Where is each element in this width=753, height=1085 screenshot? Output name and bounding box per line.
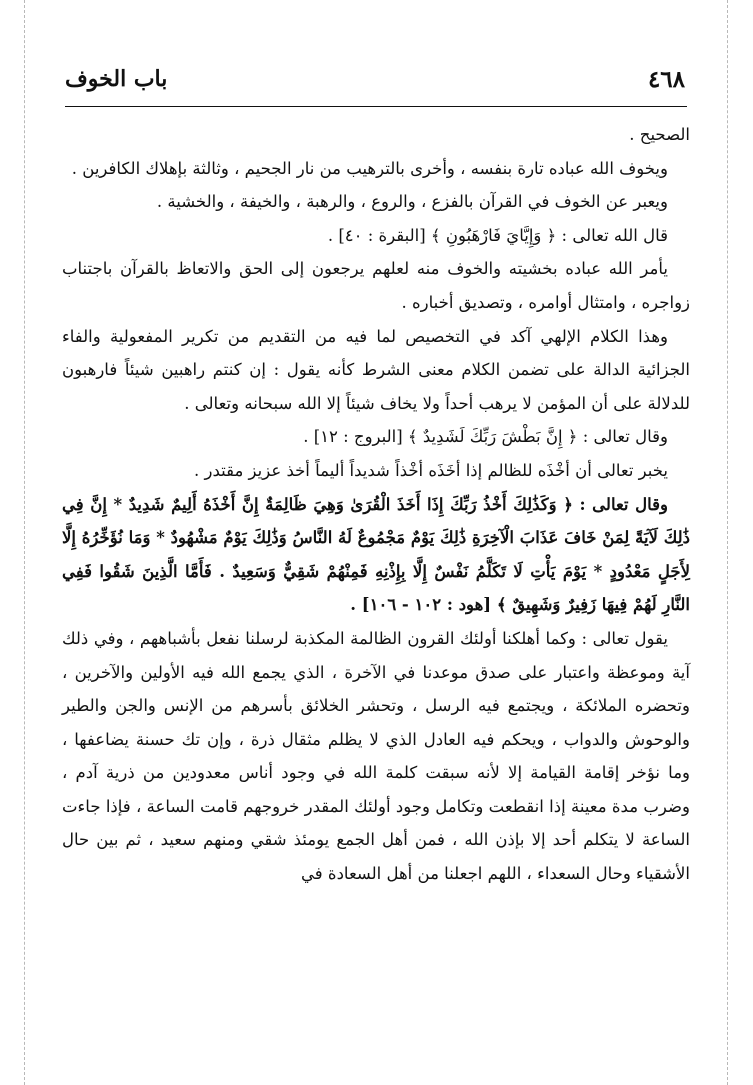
quran-citation: وقال تعالى : ﴿ وَكَذَٰلِكَ أَخْذُ رَبِّكَ إِذَا أَخَذَ الْقُرَىٰ وَهِيَ ظَالِمَةٌ إِنَّ أَخْذَهُ أَلِيمٌ شَدِيدٌ * إِنَّ فِي ذَٰلِكَ لَآيَةً لِمَنْ خَافَ عَذَابَ الْآخِرَةِ ذَٰلِكَ يَوْمٌ مَجْمُوعٌ لَهُ النَّاسُ وَذَٰلِكَ يَوْمٌ مَشْهُودٌ * وَمَا نُؤَخِّرُهُ إِلَّا لِأَجَلٍ مَعْدُودٍ * يَوْمَ يَأْتِ لَا تَكَلَّمُ نَفْسٌ إِلَّا بِإِذْنِهِ فَمِنْهُمْ شَقِيٌّ وَسَعِيدٌ . فَأَمَّا الَّذِينَ شَقُوا فَفِي النَّارِ لَهُمْ فِيهَا زَفِيرٌ وَشَهِيقٌ ﴾ [هود : ١٠٢ - ١٠٦] .	[62, 494, 690, 615]
paragraph: ويخوف الله عباده تارة بنفسه ، وأخرى بالترهيب من نار الجحيم ، وثالثة بإهلاك الكافرين .	[71, 158, 668, 178]
paragraph: يأمر الله عباده بخشيته والخوف منه لعلهم يرجعون إلى الحق والاتعاظ بالقرآن باجتناب زواجره ، وامتثال أوامره ، وتصديق أخباره .	[62, 259, 690, 312]
body-text	[62, 118, 690, 891]
running-title: باب الخوف	[65, 66, 168, 92]
page-number: ٤٦٨	[647, 66, 685, 93]
paragraph: يخبر تعالى أن أخْذَه للظالم إذا أخَذَه أخْذاً شديداً أليماً أخذ عزيز مقتدر .	[194, 460, 668, 480]
paragraph: الصحيح .	[629, 125, 690, 144]
page-header	[65, 66, 685, 106]
paragraph: وهذا الكلام الإلهي آكد في التخصيص لما فيه من التقديم من تكرير المفعولية والفاء الجزائية الدالة على تضمن الكلام معنى الشرط كأنه يقول : إن كنتم راهبين شيئاً فارهبون للدلالة على أن المؤمن لا يرهب أحداً ولا يخاف شيئاً إلا الله سبحانه وتعالى .	[62, 326, 690, 413]
paragraph: ويعبر عن الخوف في القرآن بالفزع ، والروع ، والرهبة ، والخيفة ، والخشية .	[156, 192, 668, 212]
quran-citation: قال الله تعالى : ﴿ وَإِيَّايَ فَارْهَبُونِ ﴾ [البقرة : ٤٠] .	[327, 225, 668, 245]
scan-edge-right	[727, 0, 728, 1085]
quran-citation: وقال تعالى : ﴿ إِنَّ بَطْشَ رَبِّكَ لَشَدِيدٌ ﴾ [البروج : ١٢] .	[303, 427, 668, 447]
paragraph: يقول تعالى : وكما أهلكنا أولئك القرون الظالمة المكذبة لرسلنا نفعل بأشباههم ، وفي ذلك آية وموعظة واعتبار على صدق موعدنا في الآخرة ، الذي يجمع الله فيه الأولين والآخرين ، وتحضره الملائكة ، ويجتمع فيه الرسل ، وتحشر الخلائق بأسرهم من الإنس والجن والطير والوحوش والدواب ، ويحكم فيه العادل الذي لا يظلم مثقال ذرة ، وإن تك حسنة يضاعفها ، وما نؤخر إقامة القيامة إلا لأنه سبقت كلمة الله في وجود أناس معدودين من ذرية آدم ، وضرب مدة معينة إذا انقطعت وتكامل وجود أولئك المقدر خروجهم قامت الساعة ، فإذا جاءت الساعة لا يتكلم أحد إلا بإذن الله ، فمن أهل الجمع يومئذ شقي ومنهم سعيد ، ثم بين حال الأشقياء وحال السعداء ، اللهم اجعلنا من أهل السعادة في	[62, 628, 690, 884]
scan-edge-left	[24, 0, 25, 1085]
header-rule	[65, 106, 687, 107]
